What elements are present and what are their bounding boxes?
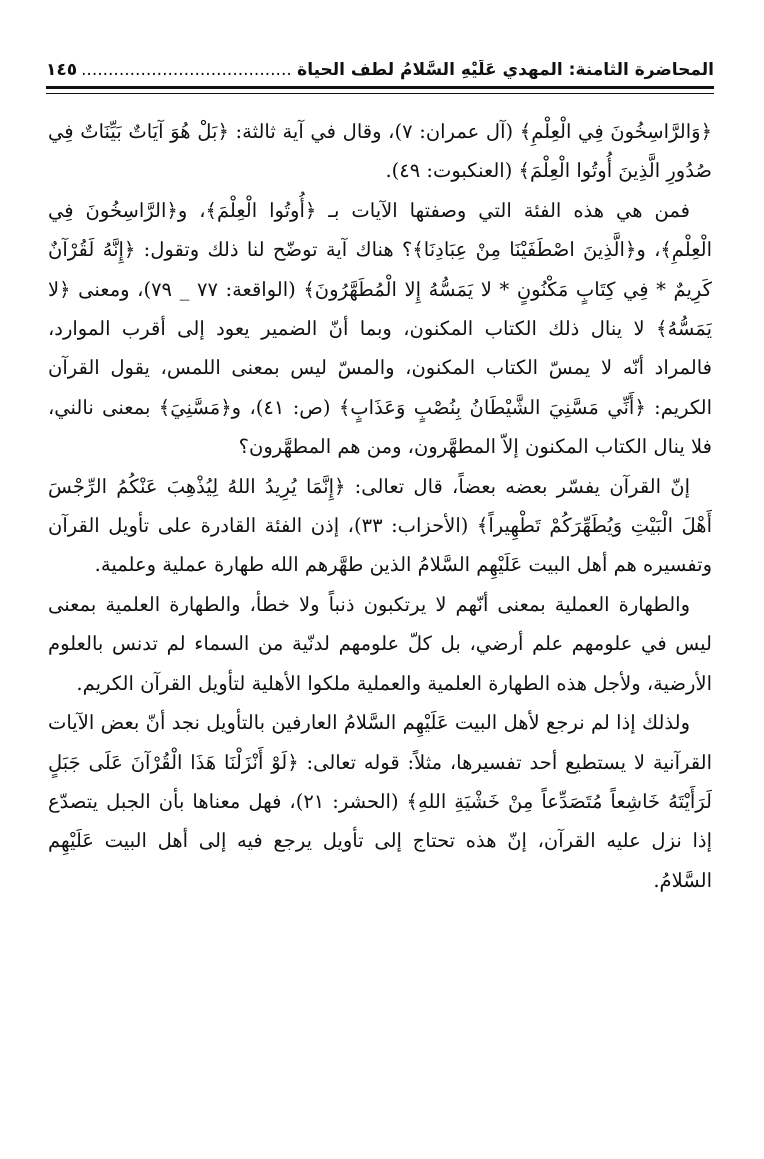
page-number: ١٤٥ (46, 60, 78, 80)
running-header (46, 50, 714, 80)
paragraph-1: ﴿وَالرَّاسِخُونَ فِي الْعِلْمِ﴾ (آل عمران: ٧)، وقال في آية ثالثة: ﴿بَلْ هُوَ آيَاتٌ بَيِّنَاتٌ فِي صُدُورِ الَّذِينَ أُوتُوا الْعِلْمَ﴾ (العنكبوت: ٤٩). (48, 120, 712, 183)
header-rule-thin (46, 93, 714, 94)
body-text (48, 112, 712, 1132)
paragraph-3: إنّ القرآن يفسّر بعضه بعضاً، قال تعالى: ﴿إِنَّمَا يُرِيدُ اللهُ لِيُذْهِبَ عَنْكُمُ الرِّجْسَ أَهْلَ الْبَيْتِ وَيُطَهِّرَكُمْ تَطْهِيراً﴾ (الأحزاب: ٣٣)، إذن الفئة القادرة على تأويل القرآن وتفسيره هم أهل البيت عَلَيْهِم السَّلامُ الذين طهَّرهم الله طهارة عملية وعلمية. (48, 474, 712, 577)
paragraph-2: فمن هي هذه الفئة التي وصفتها الآيات بـ ﴿أُوتُوا الْعِلْمَ﴾، و﴿الرَّاسِخُونَ فِي الْعِلْمِ﴾، و﴿الَّذِينَ اصْطَفَيْنَا مِنْ عِبَادِنَا﴾؟ هناك آية توضّح لنا ذلك وتقول: ﴿إِنَّهُ لَقُرْآنٌ كَرِيمٌ * فِي كِتَابٍ مَكْنُونٍ * لا يَمَسُّهُ إِلا الْمُطَهَّرُونَ﴾ (الواقعة: ٧٧ _ ٧٩)، ومعنى ﴿لا يَمَسُّهُ﴾ لا ينال ذلك الكتاب المكنون، وبما أنّ الضمير يعود إلى أقرب الموارد، فالمراد أنّه لا يمسّ الكتاب المكنون، والمسّ ليس بمعنى اللمس، يقول القرآن الكريم: ﴿أَنِّي مَسَّنِيَ الشَّيْطَانُ بِنُصْبٍ وَعَذَابٍ﴾ (ص: ٤١)، و﴿مَسَّنِيَ﴾ بمعنى نالني، فلا ينال الكتاب المكنون إلاّ المطهَّرون، ومن هم المطهَّرون؟ (48, 198, 712, 459)
running-title: المحاضرة الثامنة: المهدي عَلَيْهِ السَّلامُ لطف الحياة ..... (83, 60, 714, 80)
paragraph-4: والطهارة العملية بمعنى أنّهم لا يرتكبون ذنباً ولا خطأ، والطهارة العلمية بمعنى ليس في علومهم علم أرضي، بل كلّ علومهم لدنّية من السماء لم تدنس بالعلوم الأرضية، ولأجل هذه الطهارة العلمية والعملية ملكوا الأهلية لتأويل القرآن الكريم. (48, 592, 712, 695)
paragraph-5: ولذلك إذا لم نرجع لأهل البيت عَلَيْهِم السَّلامُ العارفين بالتأويل نجد أنّ بعض الآيات القرآنية لا يستطيع أحد تفسيرها، مثلاً: قوله تعالى: ﴿لَوْ أَنْزَلْنَا هَذَا الْقُرْآنَ عَلَى جَبَلٍ لَرَأَيْتَهُ خَاشِعاً مُتَصَدِّعاً مِنْ خَشْيَةِ اللهِ﴾ (الحشر: ٢١)، فهل معناها بأن الجبل يتصدّع إذا نزل عليه القرآن، إنّ هذه تحتاج إلى تأويل يرجع فيه إلى أهل البيت عَلَيْهِم السَّلامُ. (48, 711, 712, 892)
header-rule-thick (46, 86, 714, 89)
